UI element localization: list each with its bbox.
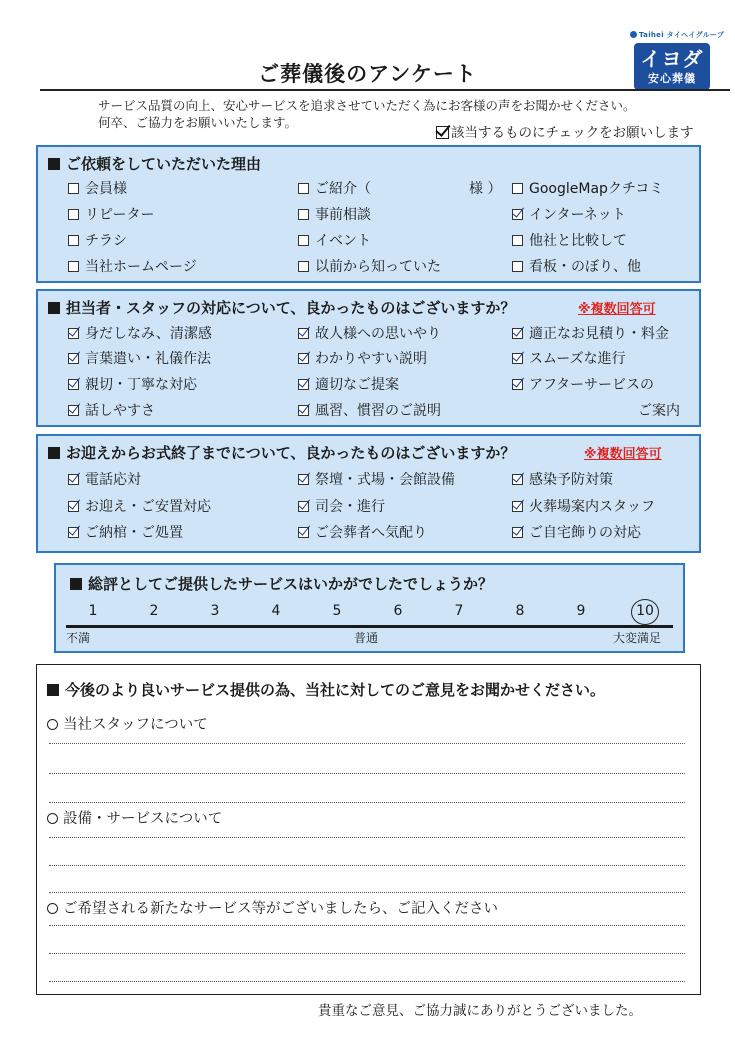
- multiple-answer-note: ※複数回答可: [584, 447, 662, 462]
- option-checkbox[interactable]: 以前から知っていた: [298, 257, 441, 277]
- checkbox-checked-icon[interactable]: [512, 527, 523, 538]
- group-logo-label: Taihei タイヘイグループ: [630, 30, 724, 40]
- rating-label-high: 大変満足: [613, 631, 662, 645]
- section-title: 担当者・スタッフの対応について、良かったものはございますか？: [48, 297, 515, 318]
- option-checkbox[interactable]: 風習、慣習のご説明: [298, 401, 441, 421]
- comment-line[interactable]: [49, 773, 685, 774]
- option-checkbox[interactable]: ご納棺・ご処置: [68, 523, 183, 543]
- circle-bullet-icon: [47, 719, 58, 730]
- checkbox-checked-icon[interactable]: [68, 501, 79, 512]
- comment-line[interactable]: [49, 925, 685, 926]
- option-checkbox[interactable]: チラシ: [68, 231, 127, 251]
- checkbox-checked-icon[interactable]: [512, 353, 523, 364]
- option-checkbox[interactable]: GoogleMapクチコミ: [512, 179, 663, 199]
- option-checkbox[interactable]: 事前相談: [298, 205, 371, 225]
- option-checkbox[interactable]: 当社ホームページ: [68, 257, 197, 277]
- square-bullet-icon: [47, 684, 59, 696]
- option-checkbox[interactable]: わかりやすい説明: [298, 349, 427, 369]
- option-checkbox[interactable]: 適切なご提案: [298, 375, 399, 395]
- comment-line[interactable]: [49, 743, 685, 744]
- comment-question-staff: 当社スタッフについて: [47, 713, 208, 734]
- option-checkbox[interactable]: ご紹介（ 様 ）: [298, 179, 501, 199]
- intro-line-2: 何卒、ご協力をお願いいたします。: [98, 115, 298, 130]
- option-checkbox[interactable]: 故人様への思いやり: [298, 324, 441, 344]
- comment-line[interactable]: [49, 837, 685, 838]
- checkbox-checked-icon[interactable]: [512, 501, 523, 512]
- checkbox-checked-icon[interactable]: [298, 379, 309, 390]
- comment-line[interactable]: [49, 981, 685, 982]
- checkbox-icon[interactable]: [68, 235, 79, 246]
- section-ceremony-response: [36, 434, 701, 553]
- option-checkbox[interactable]: イベント: [298, 231, 371, 251]
- option-checkbox[interactable]: スムーズな進行: [512, 349, 626, 369]
- rating-option-8[interactable]: 8: [515, 603, 525, 619]
- intro-line-1: サービス品質の向上、安心サービスを追求させていただく為にお客様の声をお聞かせください。: [98, 98, 636, 113]
- option-checkbox[interactable]: 適正なお見積り・料金: [512, 324, 669, 344]
- option-checkbox[interactable]: ご会葬者へ気配り: [298, 523, 427, 543]
- option-checkbox[interactable]: 親切・丁寧な対応: [68, 375, 197, 395]
- option-checkbox[interactable]: アフターサービスの: [512, 375, 654, 395]
- rating-option-9[interactable]: 9: [576, 603, 586, 619]
- brand-name: イヨダ: [640, 47, 704, 71]
- checkbox-icon[interactable]: [512, 261, 523, 272]
- option-checkbox[interactable]: 話しやすさ: [68, 401, 155, 421]
- checkbox-checked-icon[interactable]: [512, 379, 523, 390]
- taihei-logo-icon: [630, 31, 637, 38]
- rating-option-5[interactable]: 5: [332, 603, 342, 619]
- rating-option-3[interactable]: 3: [210, 603, 220, 619]
- checkbox-icon[interactable]: [298, 261, 309, 272]
- checkbox-checked-icon[interactable]: [298, 501, 309, 512]
- checkbox-icon[interactable]: [68, 261, 79, 272]
- section-overall-rating: [54, 563, 685, 653]
- section-title: ご依頼をしていただいた理由: [48, 153, 261, 174]
- rating-option-4[interactable]: 4: [271, 603, 281, 619]
- section-title: お迎えからお式終了までについて、良かったものはございますか？: [48, 442, 515, 463]
- checkbox-icon[interactable]: [512, 235, 523, 246]
- checkbox-checked-icon[interactable]: [68, 527, 79, 538]
- rating-option-6[interactable]: 6: [393, 603, 403, 619]
- checkbox-checked-icon[interactable]: [512, 474, 523, 485]
- comment-question-facilities: 設備・サービスについて: [47, 807, 222, 828]
- square-bullet-icon: [70, 578, 82, 590]
- checkbox-icon[interactable]: [298, 235, 309, 246]
- rating-option-7[interactable]: 7: [454, 603, 464, 619]
- checkbox-checked-icon[interactable]: [298, 353, 309, 364]
- brand-subtitle: 安心葬儀: [648, 72, 696, 85]
- checkbox-checked-icon[interactable]: [68, 405, 79, 416]
- check-instruction: 該当するものにチェックをお願いします: [436, 121, 694, 141]
- checkbox-checked-icon[interactable]: [298, 405, 309, 416]
- checkbox-checked-icon[interactable]: [68, 353, 79, 364]
- multiple-answer-note: ※複数回答可: [578, 302, 656, 317]
- option-checkbox[interactable]: 身だしなみ、清潔感: [68, 324, 212, 344]
- rating-label-mid: 普通: [354, 631, 379, 645]
- comments-title: 今後のより良いサービス提供の為、当社に対してのご意見をお聞かせください。: [47, 679, 605, 700]
- rating-option-1[interactable]: 1: [88, 603, 98, 619]
- option-checkbox[interactable]: インターネット: [512, 205, 626, 225]
- circle-bullet-icon: [47, 903, 58, 914]
- comment-line[interactable]: [49, 802, 685, 803]
- square-bullet-icon: [48, 447, 60, 459]
- comments-section: [36, 664, 701, 995]
- option-checkbox[interactable]: 司会・進行: [298, 497, 385, 517]
- section-request-reason: [36, 145, 701, 283]
- option-checkbox[interactable]: お迎え・ご安置対応: [68, 497, 211, 517]
- checkmark-icon: [436, 126, 449, 139]
- checkbox-icon[interactable]: [298, 209, 309, 220]
- checkbox-checked-icon[interactable]: [512, 328, 523, 339]
- title-underline: [40, 89, 730, 91]
- checkbox-icon[interactable]: [68, 209, 79, 220]
- circle-bullet-icon: [47, 813, 58, 824]
- option-checkbox[interactable]: 電話応対: [68, 470, 141, 490]
- option-checkbox[interactable]: 看板・のぼり、他: [512, 257, 641, 277]
- rating-label-low: 不満: [66, 631, 91, 645]
- comment-line[interactable]: [49, 865, 685, 866]
- checkbox-icon[interactable]: [68, 183, 79, 194]
- section-staff-response: [36, 289, 701, 427]
- rating-scale-line: [66, 625, 673, 628]
- option-checkbox[interactable]: 言葉遣い・礼儀作法: [68, 349, 211, 369]
- checkbox-icon[interactable]: [298, 183, 309, 194]
- option-checkbox[interactable]: 祭壇・式場・会館設備: [298, 470, 455, 490]
- checkbox-checked-icon[interactable]: [298, 328, 309, 339]
- page-title: ご葬儀後のアンケート: [258, 62, 477, 86]
- checkbox-checked-icon[interactable]: [68, 474, 79, 485]
- section-title: 総評としてご提供したサービスはいかがでしたでしょうか？: [70, 573, 493, 594]
- rating-option-2[interactable]: 2: [149, 603, 159, 619]
- comment-line[interactable]: [49, 953, 685, 954]
- checkbox-checked-icon[interactable]: [68, 379, 79, 390]
- square-bullet-icon: [48, 158, 60, 170]
- checkbox-checked-icon[interactable]: [512, 209, 523, 220]
- checkbox-checked-icon[interactable]: [298, 474, 309, 485]
- option-checkbox[interactable]: ご自宅飾りの対応: [512, 523, 641, 543]
- rating-option-10-selected[interactable]: 10: [631, 599, 659, 625]
- option-checkbox[interactable]: 会員様: [68, 179, 127, 199]
- comment-line[interactable]: [49, 892, 685, 893]
- option-checkbox[interactable]: 火葬場案内スタッフ: [512, 497, 655, 517]
- comment-question-new-services: ご希望される新たなサービス等がございましたら、ご記入ください: [47, 897, 498, 918]
- option-checkbox[interactable]: リピーター: [68, 205, 154, 225]
- checkbox-icon[interactable]: [512, 183, 523, 194]
- option-checkbox[interactable]: 感染予防対策: [512, 470, 613, 490]
- checkbox-checked-icon[interactable]: [68, 328, 79, 339]
- checkbox-checked-icon[interactable]: [298, 527, 309, 538]
- option-continuation: ご案内: [638, 403, 680, 419]
- option-checkbox[interactable]: 他社と比較して: [512, 231, 627, 251]
- thanks-message: 貴重なご意見、ご協力誠にありがとうございました。: [318, 1003, 642, 1019]
- square-bullet-icon: [48, 302, 60, 314]
